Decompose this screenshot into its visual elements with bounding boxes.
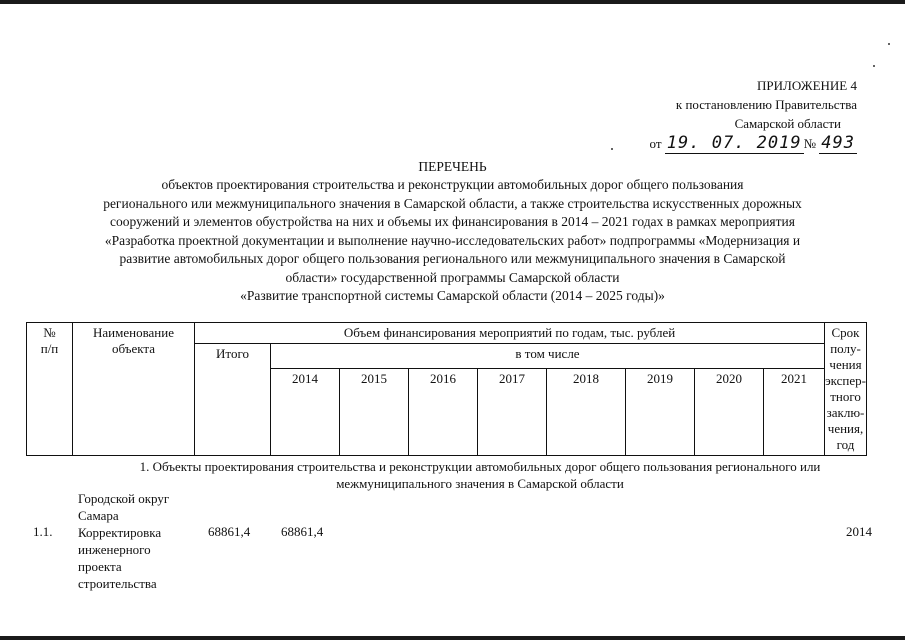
appendix-title: ПРИЛОЖЕНИЕ 4 (757, 78, 857, 93)
scan-speck (611, 148, 613, 150)
financing-table (26, 322, 867, 456)
header-col-including: в том числе (271, 344, 825, 369)
header-year: 2020 (695, 369, 764, 456)
appendix-line-1: к постановлению Правительства (675, 97, 857, 112)
header-col-finance: Объем финансирования мероприятий по годам, тыс. рублей (195, 323, 825, 344)
row-total: 68861,4 (208, 524, 251, 539)
description-line: области» государственной программы Самарской области (285, 269, 620, 285)
header-text: чения (829, 357, 862, 372)
header-year: 2017 (478, 369, 547, 456)
row-name-line: инженерного (78, 542, 151, 557)
decree-number: 493 (821, 133, 855, 153)
description-line: развитие автомобильных дорог общего пользования регионального или межмуниципального значения в Самарской (119, 251, 786, 266)
header-col-name (73, 323, 195, 456)
scan-speck (888, 43, 890, 45)
row-name-line: Городской округ (78, 491, 170, 506)
description-line: регионального или межмуниципального значения в Самарской области, а также строительства искусственных дорожных (103, 195, 802, 211)
header-text: объекта (111, 341, 156, 356)
header-year: 2018 (547, 369, 626, 456)
header-col-num (27, 323, 73, 456)
header-text: экспер- (825, 373, 866, 388)
decree-line (650, 134, 857, 153)
header-text: полу- (830, 341, 861, 356)
header-text: п/п (40, 341, 59, 356)
row-name-line: Корректировка (78, 525, 162, 540)
decree-number-label: № (803, 136, 817, 151)
row-2014-value: 68861,4 (281, 524, 324, 539)
scan-speck (873, 65, 875, 67)
row-number: 1.1. (33, 524, 53, 539)
header-col-term (825, 323, 867, 456)
header-col-total: Итого (195, 344, 271, 456)
section-title (70, 458, 890, 492)
header-year: 2014 (271, 369, 340, 456)
scan-edge-top (0, 0, 905, 4)
row-name-line: строительства (78, 576, 157, 591)
row-object-name (78, 490, 206, 592)
section-title-line: межмуниципального значения в Самарской области (336, 476, 624, 491)
section-title-line: 1. Объекты проектирования строительства и реконструкции автомобильных дорог общего пользования регионального или (139, 459, 821, 474)
scan-edge-bottom (0, 636, 905, 640)
header-year: 2019 (626, 369, 695, 456)
header-text: тного (830, 389, 861, 404)
description-line: «Разработка проектной документации и выполнение научно-исследовательских работ» подпрограммы «Модернизация и (104, 232, 801, 248)
header-year: 2016 (409, 369, 478, 456)
row-term-year: 2014 (846, 524, 872, 539)
header-text: Наименование (93, 325, 174, 340)
header-year: 2015 (340, 369, 409, 456)
header-text: Срок (831, 325, 860, 340)
appendix-block (650, 76, 857, 153)
header-text: чения, (827, 421, 864, 436)
decree-from-label: от (649, 136, 662, 151)
header-text: № (43, 325, 56, 340)
decree-date: 19. 07. 2019 (666, 133, 802, 153)
description-line: сооружений и элементов обустройства на них и объемы их финансирования в 2014 – 2021 годах в рамках мероприятия (110, 214, 795, 229)
row-name-line: Самара (78, 508, 119, 523)
document-heading: ПЕРЕЧЕНЬ (418, 159, 487, 174)
header-text: заклю- (826, 405, 865, 420)
appendix-line-2: Самарской области (734, 116, 841, 131)
row-name-line: проекта (78, 559, 122, 574)
description-line: объектов проектирования строительства и реконструкции автомобильных дорог общего пользования (161, 177, 744, 192)
header-year: 2021 (764, 369, 825, 456)
document-description (40, 176, 865, 306)
header-text: год (836, 437, 855, 452)
description-line: «Развитие транспортной системы Самарской области (2014 – 2025 годы)» (240, 288, 665, 303)
